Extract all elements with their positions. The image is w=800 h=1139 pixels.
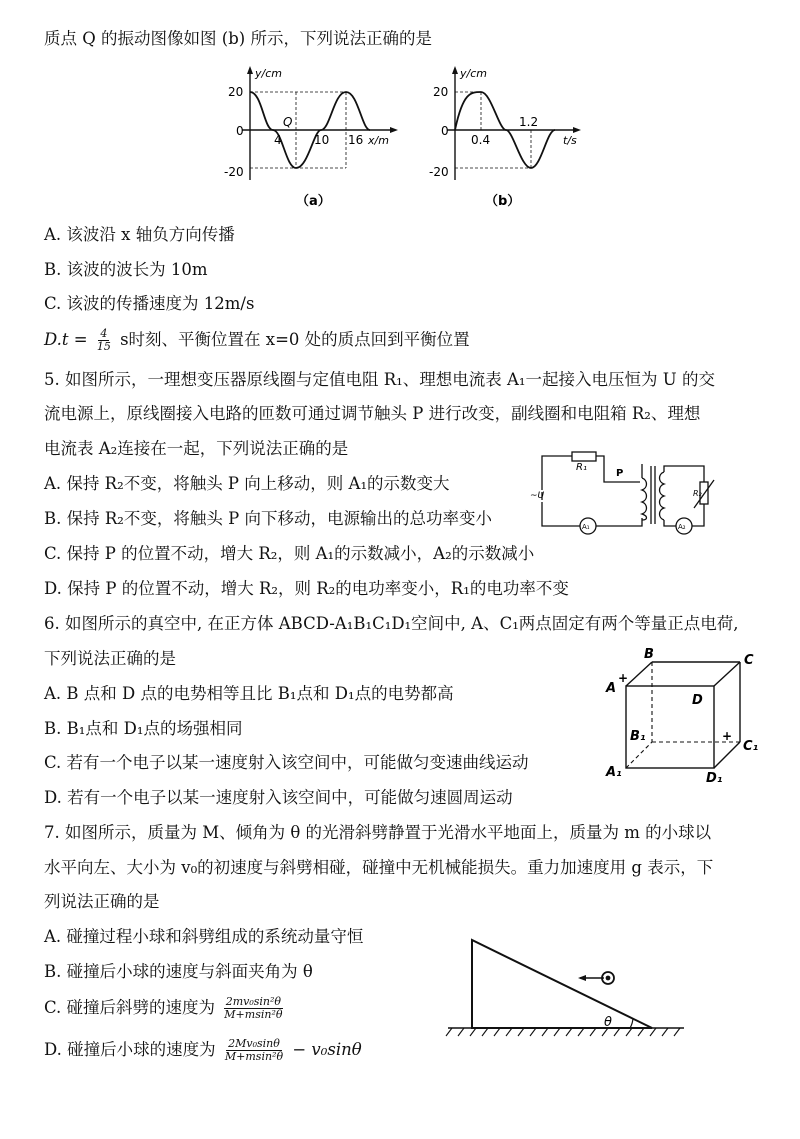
intro-text: 质点 Q 的振动图像如图 (b) 所示，下列说法正确的是 (44, 29, 432, 48)
q4-d-fraction (95, 328, 113, 353)
q4-option-b: B. 该波的波长为 10m (44, 260, 208, 279)
tick-20-a: 20 (228, 85, 244, 99)
u-label: ~U (530, 491, 545, 501)
a1-label: A₁ (582, 523, 590, 531)
q4-option-d (44, 328, 470, 353)
q7-d-suffix: − v₀sinθ (292, 1040, 362, 1059)
vibration-graph-b (427, 62, 587, 212)
q5-option-a: A. 保持 R₂不变，将触头 P 向上移动，则 A₁的示数变大 (44, 474, 450, 493)
tick-04-b: 0.4 (471, 133, 491, 147)
vertex-c: C (744, 653, 754, 668)
q6-option-b: B. B₁点和 D₁点的场强相同 (44, 719, 243, 738)
q6-option-c: C. 若有一个电子以某一速度射入该空间中，可能做匀变速曲线运动 (44, 753, 529, 772)
q7-c-fraction (222, 996, 284, 1021)
q4-option-c: C. 该波的传播速度为 12m/s (44, 294, 255, 313)
q7-option-c (44, 996, 286, 1021)
q5-stem-1: 5. 如图所示，一理想变压器原线圈与定值电阻 R₁、理想电流表 A₁一起接入电压恒为 U 的交 (44, 370, 715, 389)
wave-graph-a (222, 62, 400, 212)
wedge-figure (444, 930, 689, 1045)
q7-d-fraction (223, 1038, 285, 1063)
tick-0-a: 0 (236, 124, 244, 138)
q7-d-den: M+msin²θ (224, 1050, 284, 1063)
tick-4-a: 4 (274, 133, 282, 147)
a2-label: A₂ (678, 523, 686, 531)
q6-option-d: D. 若有一个电子以某一速度射入该空间中，可能做匀速圆周运动 (44, 788, 513, 807)
tick-0-b: 0 (441, 124, 449, 138)
r2-label: R₂ (693, 489, 702, 498)
q7-c-den: M+msin²θ (224, 1008, 283, 1021)
q4-option-a: A. 该波沿 x 轴负方向传播 (44, 225, 235, 244)
q5-stem-3: 电流表 A₂连接在一起，下列说法正确的是 (44, 439, 349, 458)
vertex-a: A (606, 681, 617, 696)
q7-d-prefix: D. 碰撞后小球的速度为 (44, 1040, 216, 1059)
q4-d-num: 4 (100, 327, 108, 340)
q5-option-d: D. 保持 P 的位置不动，增大 R₂，则 R₂的电功率变小，R₁的电功率不变 (44, 579, 569, 598)
q7-stem-1: 7. 如图所示，质量为 M、倾角为 θ 的光滑斜劈静置于光滑水平地面上，质量为 m 的小球以 (44, 823, 712, 842)
q6-stem-2: 下列说法正确的是 (44, 649, 176, 668)
point-q-label: Q (283, 115, 293, 129)
charge-a: + (618, 671, 629, 685)
ylabel-a: y/cm (255, 67, 282, 80)
cube-figure (600, 642, 770, 792)
tick-16-a: 16 (348, 133, 364, 147)
xlabel-a: x/m (368, 134, 389, 147)
vertex-b: B (644, 647, 654, 662)
q6-stem-1: 6. 如图所示的真空中, 在正方体 ABCD-A₁B₁C₁D₁空间中, A、C₁两点固定有两个等量正点电荷, (44, 614, 739, 633)
vertex-c1: C₁ (743, 739, 759, 754)
vertex-a1: A₁ (606, 765, 622, 780)
q4-d-rest: s时刻、平衡位置在 x=0 处的质点回到平衡位置 (120, 330, 470, 349)
tick-neg20-b: -20 (429, 165, 449, 179)
q5-option-c: C. 保持 P 的位置不动，增大 R₂，则 A₁的示数减小，A₂的示数减小 (44, 544, 535, 563)
theta-label: θ (604, 1015, 612, 1030)
xlabel-b: t/s (563, 134, 577, 147)
tick-12-b: 1.2 (519, 115, 539, 129)
q7-stem-3: 列说法正确的是 (44, 892, 160, 911)
q7-option-a: A. 碰撞过程小球和斜劈组成的系统动量守恒 (44, 927, 364, 946)
q6-option-a: A. B 点和 D 点的电势相等且比 B₁点和 D₁点的电势都高 (44, 684, 454, 703)
vertex-d: D (692, 693, 703, 708)
q4-d-prefix: D.t = (44, 330, 88, 349)
r1-label: R₁ (576, 462, 587, 473)
caption-a: （a） (296, 194, 331, 209)
vertex-d1: D₁ (706, 771, 723, 786)
tick-neg20-a: -20 (224, 165, 244, 179)
q7-option-b: B. 碰撞后小球的速度与斜面夹角为 θ (44, 962, 313, 981)
charge-c1: + (722, 729, 733, 743)
transformer-circuit (530, 450, 730, 535)
tick-10-a: 10 (314, 133, 330, 147)
vertex-b1: B₁ (630, 729, 646, 744)
ylabel-b: y/cm (460, 67, 487, 80)
q4-d-den: 15 (96, 340, 111, 353)
q7-stem-2: 水平向左、大小为 v₀的初速度与斜劈相碰，碰撞中无机械能损失。重力加速度用 g 表示，下 (44, 858, 714, 877)
tick-20-b: 20 (433, 85, 449, 99)
caption-b: （b） (485, 194, 521, 209)
q5-stem-2: 流电源上，原线圈接入电路的匝数可通过调节触头 P 进行改变，副线圈和电阻箱 R₂、理想 (44, 404, 701, 423)
q5-option-b: B. 保持 R₂不变，将触头 P 向下移动，电源输出的总功率变小 (44, 509, 492, 528)
q7-c-prefix: C. 碰撞后斜劈的速度为 (44, 998, 216, 1017)
q7-c-num: 2mv₀sin²θ (225, 995, 282, 1008)
q7-option-d (44, 1038, 362, 1063)
p-label: P (616, 468, 624, 479)
q7-d-num: 2Mv₀sinθ (228, 1037, 280, 1050)
